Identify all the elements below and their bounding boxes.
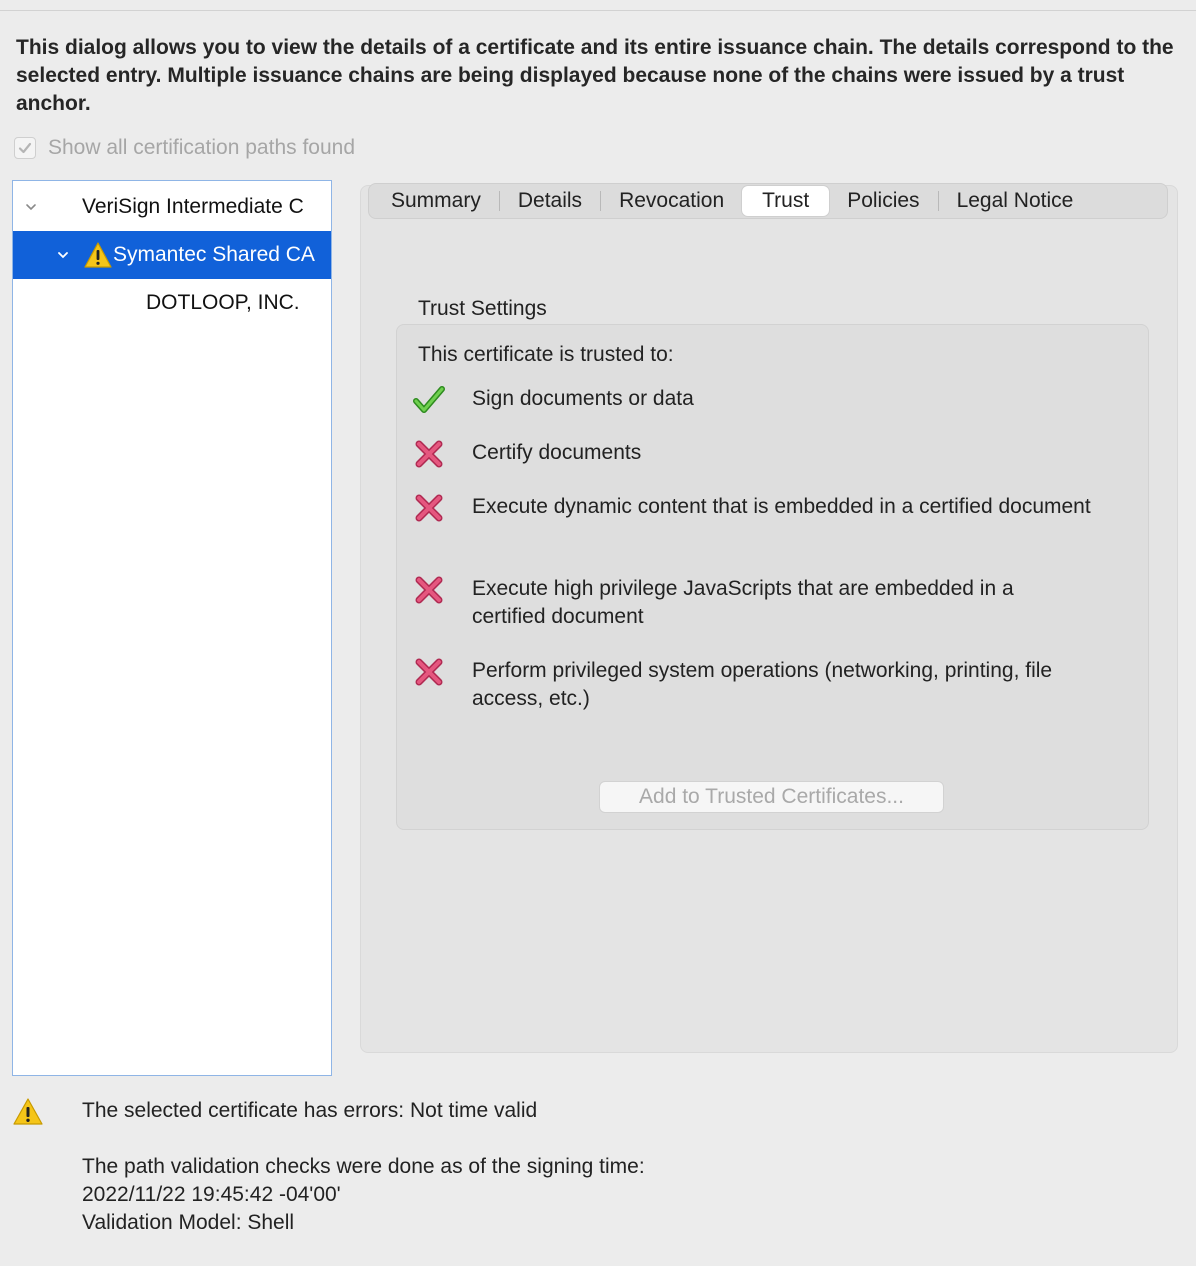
tree-item-label: DOTLOOP, INC.: [146, 291, 300, 314]
permission-execute-javascripts: [412, 574, 1112, 631]
warning-icon: [12, 1097, 44, 1129]
cross-icon: [412, 574, 446, 606]
tab-policies[interactable]: Policies: [847, 189, 920, 212]
permission-label: Execute dynamic content that is embedded in a certified document: [472, 495, 1091, 518]
permission-label: Sign documents or data: [472, 387, 694, 410]
cross-icon: [412, 656, 446, 688]
checkmark-icon: [17, 140, 33, 156]
chevron-down-icon[interactable]: [23, 203, 39, 211]
cross-icon: [412, 492, 446, 524]
permission-execute-dynamic-content: [412, 492, 1112, 524]
check-icon: [412, 384, 446, 416]
tree-item-label: VeriSign Intermediate C: [82, 195, 304, 218]
tab-details[interactable]: Details: [517, 189, 583, 212]
status-error-text: The selected certificate has errors: Not time valid: [82, 1099, 538, 1122]
tab-summary[interactable]: Summary: [391, 189, 481, 212]
chevron-down-icon[interactable]: [55, 251, 71, 259]
permission-label: Perform privileged system operations (networking, printing, file access, etc.): [472, 659, 1053, 710]
trusted-to-heading: This certificate is trusted to:: [418, 343, 674, 366]
tab-trust[interactable]: Trust: [742, 186, 829, 216]
validation-time-note: The path validation checks were done as of the signing time:: [82, 1155, 645, 1178]
tree-item-symantec[interactable]: [13, 231, 331, 279]
show-all-paths-label: Show all certification paths found: [48, 136, 356, 159]
permission-certify-documents: [412, 438, 1112, 470]
checkbox-box[interactable]: [14, 137, 36, 159]
permission-system-operations: [412, 656, 1112, 713]
certificate-chain-tree[interactable]: [12, 180, 332, 1076]
tab-bar: [368, 183, 1168, 219]
show-all-paths-checkbox[interactable]: [14, 134, 355, 162]
warning-icon: [83, 241, 113, 269]
title-bar-divider: [0, 0, 1196, 11]
add-to-trusted-certificates-button[interactable]: Add to Trusted Certificates...: [599, 781, 944, 813]
validation-time-value: 2022/11/22 19:45:42 -04'00': [82, 1183, 341, 1206]
tree-item-verisign[interactable]: [13, 183, 331, 231]
permission-label: Certify documents: [472, 441, 642, 464]
tab-legal-notice[interactable]: Legal Notice: [956, 189, 1074, 212]
tab-revocation[interactable]: Revocation: [619, 189, 725, 212]
cross-icon: [412, 438, 446, 470]
validation-model: Validation Model: Shell: [82, 1211, 295, 1234]
permission-sign-documents: [412, 384, 1112, 416]
intro-description: This dialog allows you to view the details of a certificate and its entire issuance chain. The details correspond to the selected entry. Multiple issuance chains are being displayed because none of the chains were issued by a trust anchor.: [16, 36, 1174, 115]
trust-settings-label: Trust Settings: [418, 297, 547, 320]
tree-item-label: Symantec Shared CA: [113, 243, 315, 266]
permission-label: Execute high privilege JavaScripts that are embedded in a certified document: [472, 577, 1014, 628]
tree-item-dotloop[interactable]: [13, 279, 331, 327]
